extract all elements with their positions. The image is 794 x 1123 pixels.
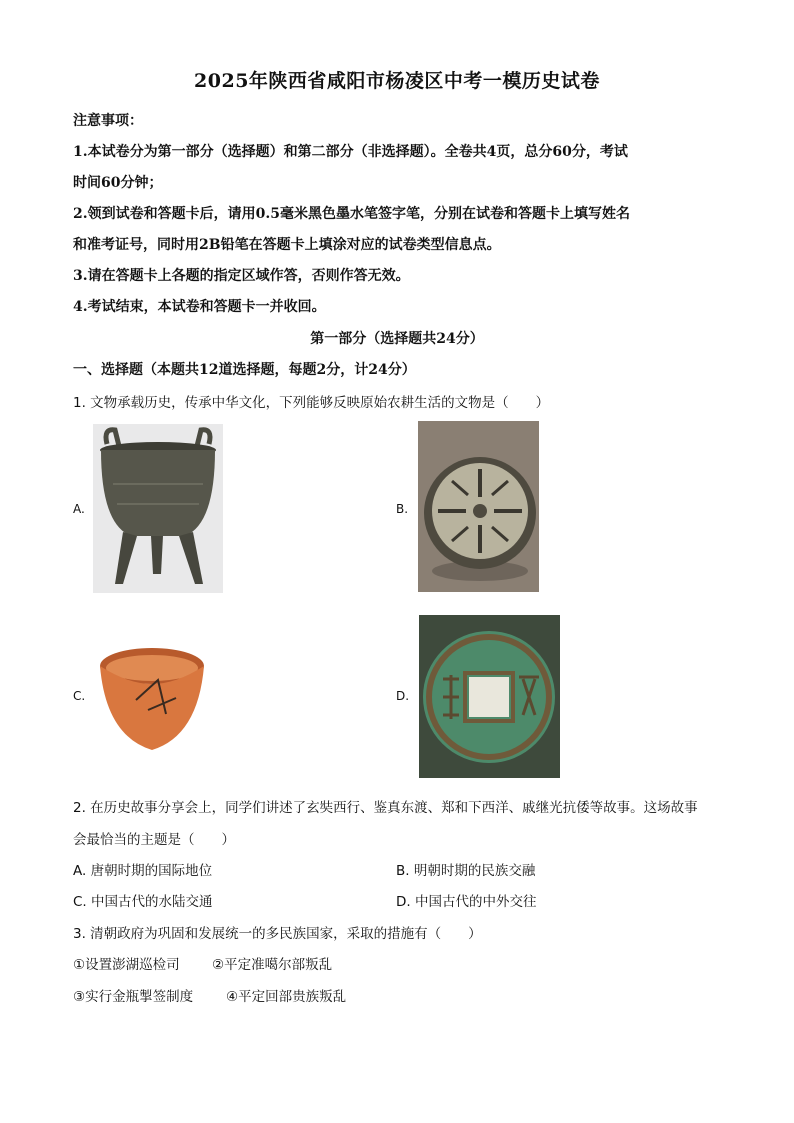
notice-item-3: 3.请在答题卡上各题的指定区域作答，否则作答无效。 — [73, 268, 410, 284]
square-hole-bronze-coin-image — [419, 615, 560, 778]
q3-item-4: ④平定回部贵族叛乱 — [226, 989, 347, 1005]
notice-item-2-cont: 和准考证号，同时用2B铅笔在答题卡上填涂对应的试卷类型信息点。 — [73, 237, 501, 253]
q2-option-b: B. 明朝时期的民族交融 — [396, 863, 536, 879]
q3-item-1: ①设置澎湖巡检司 — [73, 957, 180, 973]
q2-option-d: D. 中国古代的中外交往 — [396, 894, 537, 910]
square-hole-bronze-coin-icon — [419, 615, 560, 778]
part-one-heading: 第一部分（选择题共24分） — [310, 331, 484, 347]
q3-item-2: ②平定准噶尔部叛乱 — [212, 957, 333, 973]
painted-pottery-bowl-image — [96, 640, 208, 758]
q2-option-a: A. 唐朝时期的国际地位 — [73, 863, 213, 879]
bronze-tripod-vessel-icon — [93, 424, 223, 593]
question-1-stem: 1. 文物承载历史，传承中华文化，下列能够反映原始农耕生活的文物是（ ） — [73, 395, 550, 411]
q1-option-a-label: A. — [73, 502, 85, 516]
notice-item-4: 4.考试结束，本试卷和答题卡一并收回。 — [73, 299, 326, 315]
q1-option-d-label: D. — [396, 689, 410, 703]
question-2-stem-line-1: 2. 在历史故事分享会上，同学们讲述了玄奘西行、鉴真东渡、郑和下西洋、戚继光抗倭等故事。这场故事 — [73, 800, 698, 816]
question-3-stem: 3. 清朝政府为巩固和发展统一的多民族国家，采取的措施有（ ） — [73, 926, 482, 942]
notice-item-1-cont: 时间60分钟； — [73, 175, 163, 191]
round-stone-inscription-image — [418, 421, 539, 592]
q1-option-c-label: C. — [73, 689, 86, 703]
q3-item-3: ③实行金瓶掣签制度 — [73, 989, 194, 1005]
question-2-stem-line-2: 会最恰当的主题是（ ） — [73, 832, 235, 848]
exam-title: 2025年陕西省咸阳市杨凌区中考一模历史试卷 — [194, 70, 600, 92]
round-stone-inscription-icon — [418, 421, 539, 592]
notice-heading: 注意事项： — [73, 113, 143, 129]
q2-option-c: C. 中国古代的水陆交通 — [73, 894, 213, 910]
notice-item-1: 1.本试卷分为第一部分（选择题）和第二部分（非选择题）。全卷共4页，总分60分，考试 — [73, 144, 628, 160]
painted-pottery-bowl-icon — [96, 640, 208, 758]
notice-item-2: 2.领到试卷和答题卡后，请用0.5毫米黑色墨水笔签字笔，分别在试卷和答题卡上填写姓名 — [73, 206, 630, 222]
q1-option-b-label: B. — [396, 502, 409, 516]
bronze-tripod-vessel-image — [93, 424, 223, 593]
section-one-heading: 一、选择题（本题共12道选择题，每题2分，计24分） — [73, 362, 416, 378]
